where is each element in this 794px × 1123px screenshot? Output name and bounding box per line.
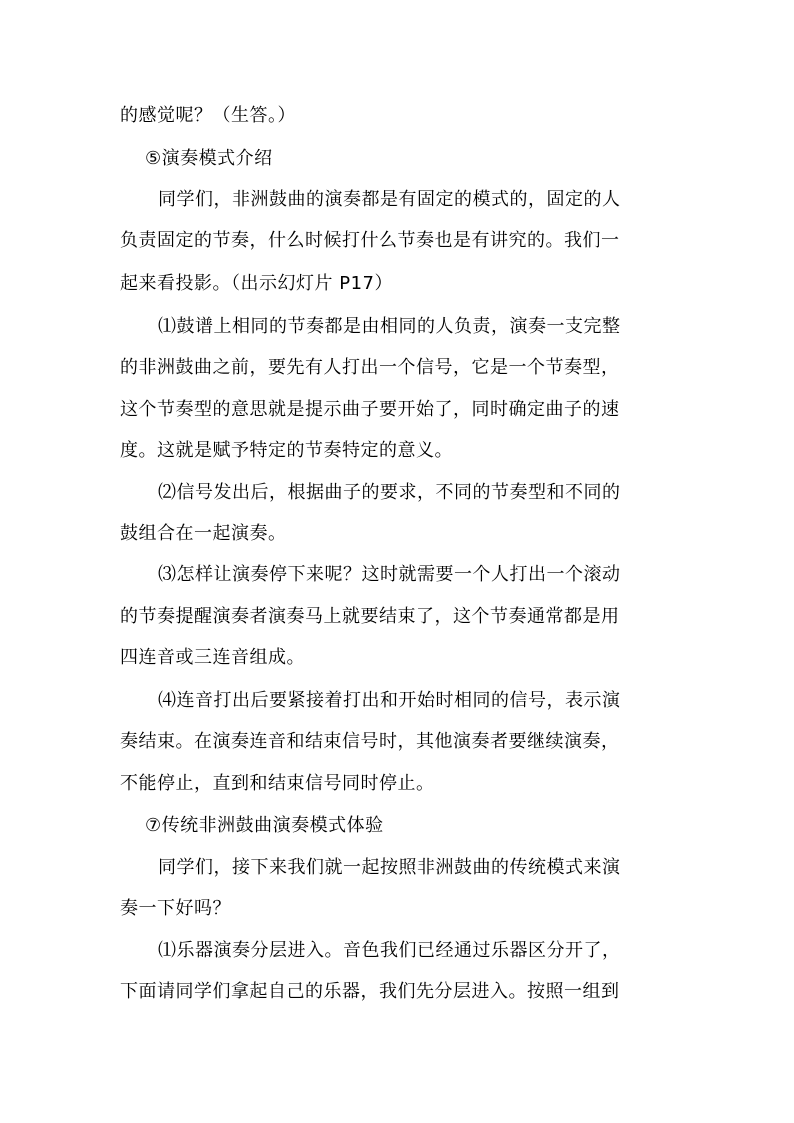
paragraph-first-line: 同学们，接下来我们就一起按照非洲鼓曲的传统模式来演 — [158, 857, 621, 878]
text-line: 负责固定的节奏，什么时候打什么节奏也是有讲究的。我们一 — [120, 230, 620, 251]
paragraph-first-line: 同学们，非洲鼓曲的演奏都是有固定的模式的，固定的人 — [158, 189, 621, 210]
section-heading: ⑤演奏模式介绍 — [145, 148, 273, 169]
list-item-first-line: ⑴乐器演奏分层进入。音色我们已经通过乐器区分开了， — [158, 940, 621, 961]
text-line: 的感觉呢？（生答。） — [120, 105, 296, 126]
text-line: 度。这就是赋予特定的节奏特定的意义。 — [120, 440, 453, 461]
text-line: 奏结束。在演奏连音和结束信号时，其他演奏者要继续演奏， — [120, 731, 620, 752]
list-item-first-line: ⑴鼓谱上相同的节奏都是由相同的人负责，演奏一支完整 — [158, 316, 621, 337]
text-line: 四连音或三连音组成。 — [120, 647, 305, 668]
text-line: 鼓组合在一起演奏。 — [120, 523, 287, 544]
list-item-first-line: ⑶怎样让演奏停下来呢？这时就需要一个人打出一个滚动 — [158, 564, 621, 585]
text-line: 的非洲鼓曲之前，要先有人打出一个信号，它是一个节奏型， — [120, 357, 620, 378]
section-heading: ⑦传统非洲鼓曲演奏模式体验 — [145, 815, 384, 836]
text-line: 不能停止，直到和结束信号同时停止。 — [120, 773, 435, 794]
text-line: 的节奏提醒演奏者演奏马上就要结束了，这个节奏通常都是用 — [120, 606, 620, 627]
text-line: 这个节奏型的意思就是提示曲子要开始了，同时确定曲子的速 — [120, 399, 620, 420]
list-item-first-line: ⑷连音打出后要紧接着打出和开始时相同的信号，表示演 — [158, 690, 621, 711]
list-item-first-line: ⑵信号发出后，根据曲子的要求，不同的节奏型和不同的 — [158, 482, 621, 503]
text-line: 奏一下好吗？ — [120, 898, 231, 919]
text-line: 下面请同学们拿起自己的乐器，我们先分层进入。按照一组到 — [120, 981, 620, 1002]
text-line: 起来看投影。（出示幻灯片 P17） — [120, 273, 393, 294]
